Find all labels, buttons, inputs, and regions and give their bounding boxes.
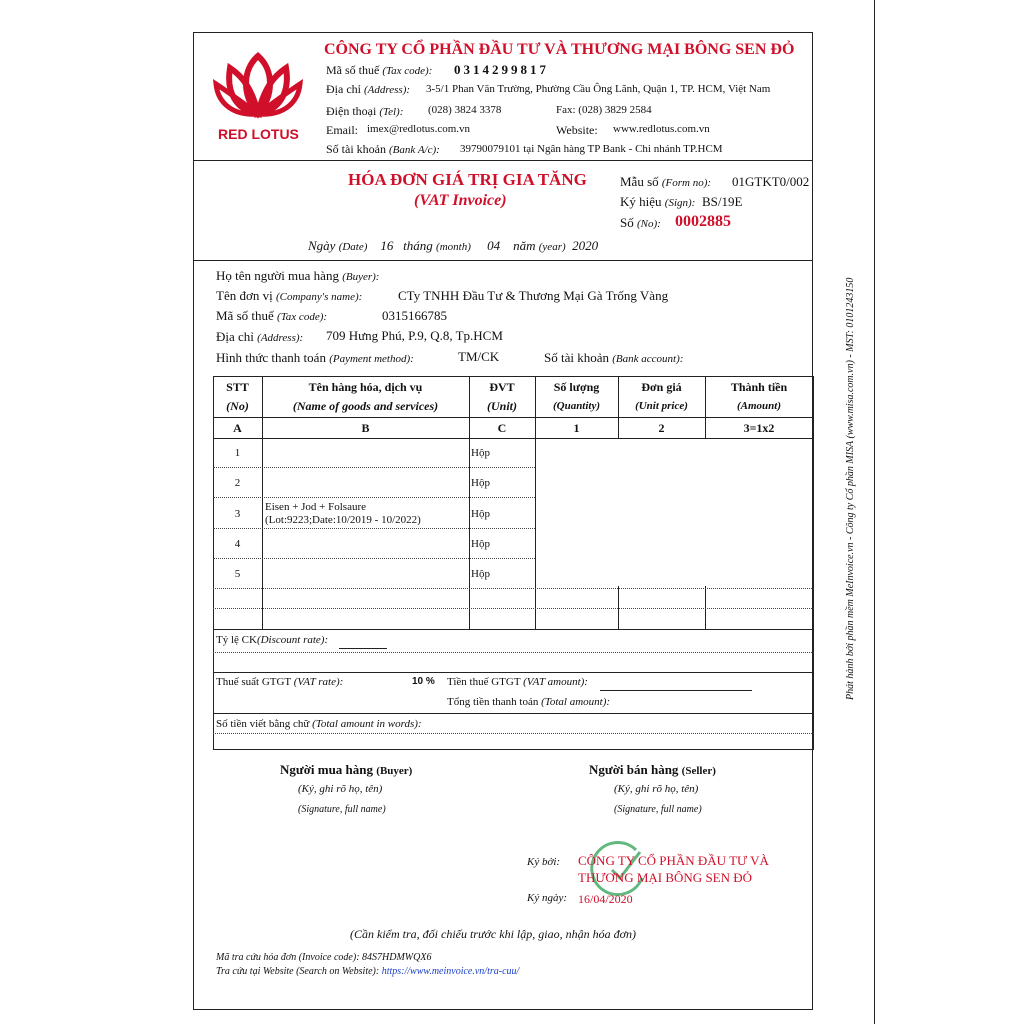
company-phone: (028) 3824 3378 [428, 104, 502, 116]
buyer-signature-note-en: (Signature, full name) [298, 804, 386, 815]
company-phone-label: Điện thoại (Tel): [326, 104, 404, 118]
buyer-company-label: Tên đơn vị (Company's name): [216, 288, 363, 303]
row-divider-2 [213, 497, 535, 498]
col-header-amount: Thành tiền (Amount) [730, 380, 788, 412]
company-email-label: Email: [326, 123, 358, 137]
company-logo [212, 48, 304, 152]
company-address: 3-5/1 Phan Văn Trường, Phường Cầu Ông Lãnh, Quận 1, TP. HCM, Việt Nam [426, 83, 771, 95]
sign-label: Ký hiệu (Sign): [620, 194, 696, 209]
company-website-label: Website: [556, 123, 598, 137]
total-row-bottom [213, 713, 814, 714]
signed-date: 16/04/2020 [578, 892, 633, 906]
company-address-label: Địa chỉ (Address): [326, 82, 411, 96]
company-account: 39790079101 tại Ngân hàng TP Bank - Chi nhánh TP.HCM [460, 143, 723, 155]
amount-in-words-label: Số tiền viết bằng chữ (Total amount in words): [216, 718, 422, 730]
invoice-no-label: Số (No): [620, 215, 661, 230]
col-header-unit: ĐVT (Unit) [487, 380, 517, 413]
table-row-unit: Hộp [471, 538, 490, 550]
buyer-payment: TM/CK [458, 349, 500, 364]
buyer-address: 709 Hưng Phú, P.9, Q.8, Tp.HCM [326, 328, 503, 343]
table-row: 2 [234, 477, 241, 489]
row-divider-3 [213, 528, 535, 529]
header-row-divider [213, 417, 814, 418]
table-row-unit: Hộp [471, 508, 490, 520]
check-note: (Cần kiểm tra, đối chiếu trước khi lập, giao, nhận hóa đơn) [350, 927, 636, 941]
row-divider-5 [213, 588, 814, 589]
invoice-lookup-code: Mã tra cứu hóa đơn (Invoice code): 84S7HDMWQX6 [216, 952, 432, 963]
invoice-title: HÓA ĐƠN GIÁ TRỊ GIA TĂNG [348, 170, 587, 189]
table-row-unit: Hộp [471, 477, 490, 489]
code-row-divider [213, 438, 814, 439]
company-account-label: Số tài khoản (Bank A/c): [326, 142, 440, 156]
col-code-a: A [233, 421, 242, 435]
table-row: 3 [234, 508, 241, 520]
col-code-b: B [361, 421, 370, 435]
seller-signature-note-en: (Signature, full name) [614, 804, 702, 815]
signed-by-line1: CÔNG TY CỔ PHẦN ĐẦU TƯ VÀ [578, 853, 769, 868]
buyer-address-label: Địa chỉ (Address): [216, 329, 304, 344]
row-divider-1 [213, 467, 535, 468]
col-header-no: STT (No) [226, 380, 249, 413]
invoice-lookup-site: Tra cứu tại Website (Search on Website): https://www.meinvoice.vn/tra-cuu/ [216, 966, 520, 977]
table-row-unit: Hộp [471, 447, 490, 459]
signed-by-label: Ký bởi: [527, 856, 561, 868]
buyer-signature-note: (Ký, ghi rõ họ, tên) [298, 783, 383, 795]
total-label: Tổng tiền thanh toán (Total amount): [447, 696, 611, 708]
buyer-name-label: Họ tên người mua hàng (Buyer): [216, 268, 380, 283]
buyer-tax-code: 0315166785 [382, 308, 447, 323]
lotus-icon [212, 48, 304, 120]
col-code-3: 3=1x2 [743, 421, 775, 435]
buyer-tax-label: Mã số thuế (Tax code): [216, 308, 328, 323]
col-code-c: C [497, 421, 507, 435]
discount-divider [213, 652, 814, 653]
table-body-bottom [213, 629, 814, 630]
words-line [213, 733, 814, 734]
company-tax-label: Mã số thuế (Tax code): [326, 63, 433, 77]
buyer-company: CTy TNHH Đầu Tư & Thương Mại Gà Trống Vàng [398, 288, 669, 303]
logo-text: RED LOTUS [218, 126, 299, 142]
form-no: 01GTKT0/002 [732, 174, 810, 189]
company-name: CÔNG TY CỔ PHẦN ĐẦU TƯ VÀ THƯƠNG MẠI BÔNG SEN ĐỎ [324, 41, 795, 58]
discount-underline [339, 648, 387, 649]
vat-underline [600, 690, 752, 691]
discount-row-bottom [213, 672, 814, 673]
lookup-link[interactable]: https://www.meinvoice.vn/tra-cuu/ [381, 966, 520, 977]
discount-label: Tỷ lệ CK(Discount rate): [216, 634, 329, 646]
company-email: imex@redlotus.com.vn [367, 123, 471, 135]
buyer-signature-title: Người mua hàng (Buyer) [280, 762, 413, 777]
table-row: 1 [234, 447, 241, 459]
table-row-name-detail: (Lot:9223;Date:10/2019 - 10/2022) [265, 514, 421, 526]
company-tax-code: 0314299817 [454, 62, 549, 77]
col-code-1: 1 [573, 421, 580, 435]
table-row: 4 [234, 538, 241, 550]
invoice-subtitle: (VAT Invoice) [414, 192, 507, 209]
seller-signature-note: (Ký, ghi rõ họ, tên) [614, 783, 699, 795]
signed-by-line2: THƯƠNG MẠI BÔNG SEN ĐỎ [578, 870, 753, 885]
company-website: www.redlotus.com.vn [613, 123, 710, 135]
invoice-number: 0002885 [675, 213, 731, 230]
page-right-border [874, 0, 875, 1024]
col-header-unit-price: Đơn giá (Unit price) [635, 380, 688, 412]
row-divider-4 [213, 558, 535, 559]
invoice-date: Ngày (Date) 16 tháng (month) 04 năm (year) 2020 [308, 238, 599, 253]
seller-signature-title: Người bán hàng (Seller) [589, 762, 716, 777]
vat-rate-label: Thuế suất GTGT (VAT rate): [216, 676, 344, 688]
company-fax: Fax: (028) 3829 2584 [556, 104, 652, 116]
table-row-unit: Hộp [471, 568, 490, 580]
side-publisher-note: Phát hành bởi phần mềm MeInvoice.vn - Công ty Cổ phần MISA (www.misa.com.vn) - MST: 0101243150 [845, 277, 856, 700]
date-divider [193, 260, 813, 261]
buyer-bank-label: Số tài khoản (Bank account): [544, 350, 684, 365]
header-divider [193, 160, 813, 161]
vat-amount-label: Tiền thuế GTGT (VAT amount): [447, 676, 588, 688]
table-row-name: Eisen + Jod + Folsaure [265, 501, 367, 513]
row-divider-6 [213, 608, 814, 609]
col-header-name: Tên hàng hóa, dịch vụ (Name of goods and services) [292, 380, 439, 413]
signed-date-label: Ký ngày: [527, 892, 568, 904]
sign-value: BS/19E [702, 194, 743, 209]
table-row: 5 [234, 568, 241, 580]
buyer-payment-label: Hình thức thanh toán (Payment method): [216, 350, 414, 365]
col-code-2: 2 [658, 421, 665, 435]
vat-rate: 10 % [412, 676, 435, 687]
col-header-quantity: Số lượng (Quantity) [552, 380, 601, 412]
form-no-label: Mẫu số (Form no): [620, 174, 712, 189]
